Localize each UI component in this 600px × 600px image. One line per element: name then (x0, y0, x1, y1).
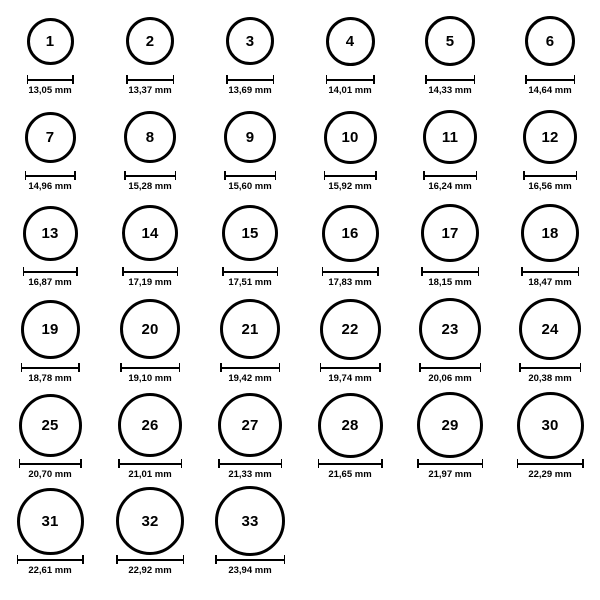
ring-circle-wrap (118, 392, 182, 458)
ring-circle[interactable] (23, 206, 78, 261)
measure-tick-left (224, 171, 226, 180)
diameter-label: 18,78 mm (28, 373, 72, 384)
ring-circle[interactable] (218, 393, 282, 457)
ring-size-number: 26 (141, 416, 159, 434)
ring-circle-wrap (124, 104, 176, 170)
ring-size-cell[interactable] (200, 296, 300, 392)
diameter-label: 18,15 mm (428, 277, 472, 288)
ring-size-cell[interactable] (400, 392, 500, 488)
diameter-label: 16,56 mm (528, 181, 572, 192)
measure-bar (122, 271, 178, 273)
ring-size-cell[interactable] (0, 392, 100, 488)
ring-size-cell[interactable] (0, 104, 100, 200)
ring-size-cell[interactable] (300, 200, 400, 296)
measure-bar (21, 367, 80, 369)
diameter-label: 13,69 mm (228, 85, 272, 96)
ring-size-number: 23 (441, 320, 459, 338)
ring-size-number: 30 (541, 416, 559, 434)
diameter-label: 21,33 mm (228, 469, 272, 480)
ring-circle-wrap (25, 104, 76, 170)
diameter-label: 16,87 mm (28, 277, 72, 288)
ring-size-number: 5 (445, 32, 455, 50)
ring-circle-wrap (519, 296, 581, 362)
diameter-label: 15,92 mm (328, 181, 372, 192)
ring-circle-wrap (324, 104, 377, 170)
diameter-measure-line (116, 555, 184, 563)
ring-size-cell[interactable] (100, 488, 200, 584)
diameter-measure-line (324, 171, 377, 179)
measure-bar (220, 367, 280, 369)
ring-size-cell[interactable] (500, 104, 600, 200)
measure-bar (222, 271, 278, 273)
measure-bar (218, 463, 282, 465)
diameter-label: 23,94 mm (228, 565, 272, 576)
measure-tick-right (478, 267, 480, 276)
diameter-measure-line (519, 363, 581, 371)
ring-circle-wrap (215, 488, 285, 554)
diameter-label: 17,19 mm (128, 277, 172, 288)
measure-tick-left (525, 75, 527, 84)
ring-size-cell[interactable] (500, 8, 600, 104)
ring-circle-wrap (19, 392, 82, 458)
ring-circle[interactable] (322, 205, 379, 262)
diameter-label: 13,37 mm (128, 85, 172, 96)
ring-size-number: 19 (41, 320, 59, 338)
ring-size-grid (0, 8, 600, 584)
measure-tick-left (21, 363, 23, 372)
diameter-measure-line (120, 363, 180, 371)
diameter-measure-line (222, 267, 278, 275)
ring-circle-wrap (417, 392, 483, 458)
diameter-label: 15,60 mm (228, 181, 272, 192)
ring-size-number: 14 (141, 224, 159, 242)
ring-circle-wrap (122, 200, 178, 266)
ring-circle-wrap (320, 296, 381, 362)
diameter-measure-line (126, 75, 174, 83)
diameter-measure-line (419, 363, 481, 371)
measure-tick-right (279, 363, 281, 372)
measure-tick-right (173, 75, 175, 84)
ring-size-cell[interactable] (0, 200, 100, 296)
ring-size-cell[interactable] (400, 200, 500, 296)
diameter-measure-line (118, 459, 182, 467)
ring-circle[interactable] (523, 110, 577, 164)
measure-bar (224, 175, 276, 177)
diameter-label: 17,83 mm (328, 277, 372, 288)
measure-tick-left (17, 555, 19, 564)
ring-size-number: 21 (241, 320, 259, 338)
ring-circle[interactable] (525, 16, 575, 66)
measure-bar (419, 367, 481, 369)
diameter-measure-line (19, 459, 82, 467)
ring-circle[interactable] (220, 299, 280, 359)
ring-circle[interactable] (25, 112, 76, 163)
ring-size-cell[interactable] (0, 296, 100, 392)
measure-tick-right (578, 267, 580, 276)
ring-size-number: 7 (45, 128, 55, 146)
ring-circle-wrap (425, 8, 475, 74)
ring-size-cell[interactable] (200, 104, 300, 200)
ring-circle[interactable] (222, 205, 278, 261)
diameter-label: 20,38 mm (528, 373, 572, 384)
diameter-label: 20,70 mm (28, 469, 72, 480)
ring-circle-wrap (218, 392, 282, 458)
ring-circle[interactable] (116, 487, 184, 555)
ring-circle-wrap (521, 200, 579, 266)
measure-tick-right (482, 459, 484, 468)
ring-size-number: 31 (41, 512, 59, 530)
ring-size-number: 11 (441, 128, 459, 146)
measure-tick-right (480, 363, 482, 372)
measure-tick-right (82, 555, 84, 564)
measure-bar (118, 463, 182, 465)
ring-circle-wrap (226, 8, 274, 74)
measure-tick-left (523, 171, 525, 180)
ring-circle[interactable] (215, 486, 285, 556)
diameter-measure-line (124, 171, 176, 179)
diameter-label: 16,24 mm (428, 181, 472, 192)
measure-bar (421, 271, 479, 273)
diameter-measure-line (218, 459, 282, 467)
measure-tick-right (379, 363, 381, 372)
ring-circle[interactable] (224, 111, 276, 163)
ring-size-cell[interactable] (100, 8, 200, 104)
ring-size-cell[interactable] (100, 392, 200, 488)
measure-tick-left (521, 267, 523, 276)
measure-bar (27, 79, 74, 81)
diameter-label: 14,64 mm (528, 85, 572, 96)
ring-circle[interactable] (126, 17, 174, 65)
diameter-label: 22,92 mm (128, 565, 172, 576)
ring-size-cell[interactable] (400, 8, 500, 104)
diameter-label: 22,61 mm (28, 565, 72, 576)
measure-bar (126, 79, 174, 81)
ring-circle[interactable] (423, 110, 477, 164)
measure-tick-left (120, 363, 122, 372)
measure-tick-right (181, 459, 183, 468)
ring-circle[interactable] (226, 17, 274, 65)
diameter-label: 18,47 mm (528, 277, 572, 288)
diameter-measure-line (320, 363, 381, 371)
ring-circle-wrap (423, 104, 477, 170)
diameter-measure-line (17, 555, 84, 563)
ring-circle-wrap (220, 296, 280, 362)
measure-bar (25, 175, 76, 177)
measure-bar (318, 463, 383, 465)
measure-bar (124, 175, 176, 177)
measure-bar (19, 463, 82, 465)
ring-size-number: 10 (341, 128, 359, 146)
measure-tick-left (423, 171, 425, 180)
measure-bar (326, 79, 375, 81)
measure-tick-left (23, 267, 25, 276)
ring-circle[interactable] (519, 298, 581, 360)
ring-circle-wrap (23, 200, 78, 266)
diameter-label: 14,96 mm (28, 181, 72, 192)
measure-tick-right (381, 459, 383, 468)
diameter-measure-line (525, 75, 575, 83)
ring-size-number: 6 (545, 32, 555, 50)
measure-tick-right (281, 459, 283, 468)
diameter-label: 19,74 mm (328, 373, 372, 384)
measure-bar (226, 79, 274, 81)
diameter-measure-line (417, 459, 483, 467)
ring-size-cell[interactable] (100, 296, 200, 392)
diameter-measure-line (23, 267, 78, 275)
ring-size-number: 12 (541, 128, 559, 146)
measure-tick-left (419, 363, 421, 372)
measure-tick-right (273, 75, 275, 84)
ring-circle-wrap (421, 200, 479, 266)
diameter-measure-line (21, 363, 80, 371)
ring-size-number: 16 (341, 224, 359, 242)
ring-size-number: 32 (141, 512, 159, 530)
ring-circle-wrap (27, 8, 74, 74)
measure-tick-left (226, 75, 228, 84)
diameter-label: 20,06 mm (428, 373, 472, 384)
ring-circle[interactable] (419, 298, 481, 360)
ring-size-number: 25 (41, 416, 59, 434)
ring-size-number: 9 (245, 128, 255, 146)
measure-tick-left (218, 459, 220, 468)
ring-circle[interactable] (118, 393, 182, 457)
ring-circle-wrap (116, 488, 184, 554)
diameter-label: 19,10 mm (128, 373, 172, 384)
measure-bar (320, 367, 381, 369)
measure-tick-left (417, 459, 419, 468)
measure-tick-left (324, 171, 326, 180)
measure-tick-left (116, 555, 118, 564)
diameter-label: 15,28 mm (128, 181, 172, 192)
ring-circle[interactable] (425, 16, 475, 66)
ring-size-number: 28 (341, 416, 359, 434)
diameter-measure-line (521, 267, 579, 275)
ring-circle-wrap (224, 104, 276, 170)
diameter-measure-line (226, 75, 274, 83)
ring-circle[interactable] (421, 204, 479, 262)
measure-tick-right (76, 267, 78, 276)
measure-tick-right (476, 171, 478, 180)
diameter-measure-line (517, 459, 584, 467)
measure-tick-right (375, 171, 377, 180)
diameter-label: 21,65 mm (328, 469, 372, 480)
measure-bar (23, 271, 78, 273)
measure-bar (517, 463, 584, 465)
ring-size-cell[interactable] (200, 200, 300, 296)
diameter-measure-line (27, 75, 74, 83)
diameter-label: 14,33 mm (428, 85, 472, 96)
measure-tick-right (576, 171, 578, 180)
ring-size-number: 33 (241, 512, 259, 530)
ring-circle-wrap (525, 8, 575, 74)
diameter-measure-line (425, 75, 475, 83)
diameter-measure-line (122, 267, 178, 275)
ring-size-number: 13 (41, 224, 59, 242)
ring-circle-wrap (322, 200, 379, 266)
ring-circle[interactable] (318, 393, 383, 458)
diameter-measure-line (25, 171, 76, 179)
ring-size-cell[interactable] (100, 104, 200, 200)
measure-tick-right (377, 267, 379, 276)
ring-size-cell[interactable] (300, 104, 400, 200)
measure-tick-left (27, 75, 29, 84)
measure-bar (215, 559, 285, 561)
measure-tick-right (183, 555, 185, 564)
ring-circle-wrap (126, 8, 174, 74)
diameter-label: 21,97 mm (428, 469, 472, 480)
measure-bar (425, 79, 475, 81)
measure-tick-right (284, 555, 286, 564)
measure-bar (17, 559, 84, 561)
measure-tick-right (72, 75, 74, 84)
measure-tick-right (580, 363, 582, 372)
measure-bar (417, 463, 483, 465)
measure-tick-left (320, 363, 322, 372)
ring-size-number: 18 (541, 224, 559, 242)
measure-tick-left (519, 363, 521, 372)
ring-circle[interactable] (27, 18, 74, 65)
ring-circle[interactable] (326, 17, 375, 66)
ring-size-number: 22 (341, 320, 359, 338)
measure-tick-right (373, 75, 375, 84)
ring-size-cell[interactable] (0, 8, 100, 104)
ring-circle-wrap (419, 296, 481, 362)
ring-circle[interactable] (320, 299, 381, 360)
ring-circle[interactable] (17, 488, 84, 555)
measure-tick-left (326, 75, 328, 84)
ring-size-cell[interactable] (300, 296, 400, 392)
measure-bar (525, 79, 575, 81)
ring-circle[interactable] (517, 392, 584, 459)
measure-tick-left (220, 363, 222, 372)
ring-circle-wrap (222, 200, 278, 266)
measure-tick-left (215, 555, 217, 564)
ring-circle-wrap (326, 8, 375, 74)
ring-size-cell[interactable] (200, 8, 300, 104)
measure-tick-left (124, 171, 126, 180)
measure-bar (423, 175, 477, 177)
ring-circle-wrap (517, 392, 584, 458)
measure-tick-left (25, 171, 27, 180)
ring-circle-wrap (318, 392, 383, 458)
measure-tick-right (582, 459, 584, 468)
ring-size-number: 2 (145, 32, 155, 50)
ring-size-number: 27 (241, 416, 259, 434)
measure-tick-right (275, 171, 277, 180)
measure-tick-left (517, 459, 519, 468)
diameter-label: 17,51 mm (228, 277, 272, 288)
ring-size-cell[interactable] (500, 392, 600, 488)
ring-size-cell[interactable] (0, 488, 100, 584)
diameter-label: 22,29 mm (528, 469, 572, 480)
ring-size-number: 1 (45, 32, 55, 50)
ring-circle[interactable] (324, 111, 377, 164)
ring-circle[interactable] (124, 111, 176, 163)
ring-size-number: 17 (441, 224, 459, 242)
ring-size-number: 8 (145, 128, 155, 146)
measure-bar (322, 271, 379, 273)
ring-circle[interactable] (521, 204, 579, 262)
measure-tick-right (78, 363, 80, 372)
ring-size-number: 24 (541, 320, 559, 338)
measure-tick-right (179, 363, 181, 372)
ring-circle[interactable] (122, 205, 178, 261)
ring-size-cell[interactable] (500, 200, 600, 296)
diameter-measure-line (220, 363, 280, 371)
ring-circle[interactable] (21, 300, 80, 359)
diameter-measure-line (523, 171, 577, 179)
measure-tick-left (421, 267, 423, 276)
measure-tick-right (177, 267, 179, 276)
measure-tick-right (574, 75, 576, 84)
measure-tick-left (122, 267, 124, 276)
diameter-measure-line (421, 267, 479, 275)
ring-size-number: 29 (441, 416, 459, 434)
diameter-measure-line (326, 75, 375, 83)
measure-tick-right (175, 171, 177, 180)
diameter-measure-line (423, 171, 477, 179)
measure-tick-left (425, 75, 427, 84)
ring-size-cell[interactable] (100, 200, 200, 296)
measure-bar (523, 175, 577, 177)
measure-tick-left (118, 459, 120, 468)
ring-size-cell[interactable] (500, 296, 600, 392)
measure-bar (519, 367, 581, 369)
measure-bar (120, 367, 180, 369)
measure-tick-right (80, 459, 82, 468)
diameter-measure-line (322, 267, 379, 275)
ring-size-number: 15 (241, 224, 259, 242)
ring-size-cell[interactable] (300, 8, 400, 104)
diameter-label: 19,42 mm (228, 373, 272, 384)
measure-bar (116, 559, 184, 561)
measure-tick-right (277, 267, 279, 276)
ring-size-cell[interactable] (200, 488, 300, 584)
ring-circle-wrap (17, 488, 84, 554)
measure-tick-left (222, 267, 224, 276)
measure-tick-right (74, 171, 76, 180)
ring-size-cell[interactable] (300, 392, 400, 488)
ring-size-number: 4 (345, 32, 355, 50)
diameter-label: 21,01 mm (128, 469, 172, 480)
diameter-measure-line (224, 171, 276, 179)
measure-tick-left (19, 459, 21, 468)
ring-circle[interactable] (19, 394, 82, 457)
measure-bar (324, 175, 377, 177)
measure-tick-left (322, 267, 324, 276)
ring-circle-wrap (120, 296, 180, 362)
ring-size-number: 20 (141, 320, 159, 338)
diameter-measure-line (215, 555, 285, 563)
ring-size-cell[interactable] (200, 392, 300, 488)
measure-tick-left (318, 459, 320, 468)
measure-bar (521, 271, 579, 273)
ring-circle[interactable] (417, 392, 483, 458)
ring-circle-wrap (523, 104, 577, 170)
measure-tick-right (474, 75, 476, 84)
ring-circle-wrap (21, 296, 80, 362)
diameter-label: 14,01 mm (328, 85, 372, 96)
ring-size-cell[interactable] (400, 296, 500, 392)
ring-size-number: 3 (245, 32, 255, 50)
measure-tick-left (126, 75, 128, 84)
diameter-measure-line (318, 459, 383, 467)
ring-circle[interactable] (120, 299, 180, 359)
ring-size-cell[interactable] (400, 104, 500, 200)
diameter-label: 13,05 mm (28, 85, 72, 96)
